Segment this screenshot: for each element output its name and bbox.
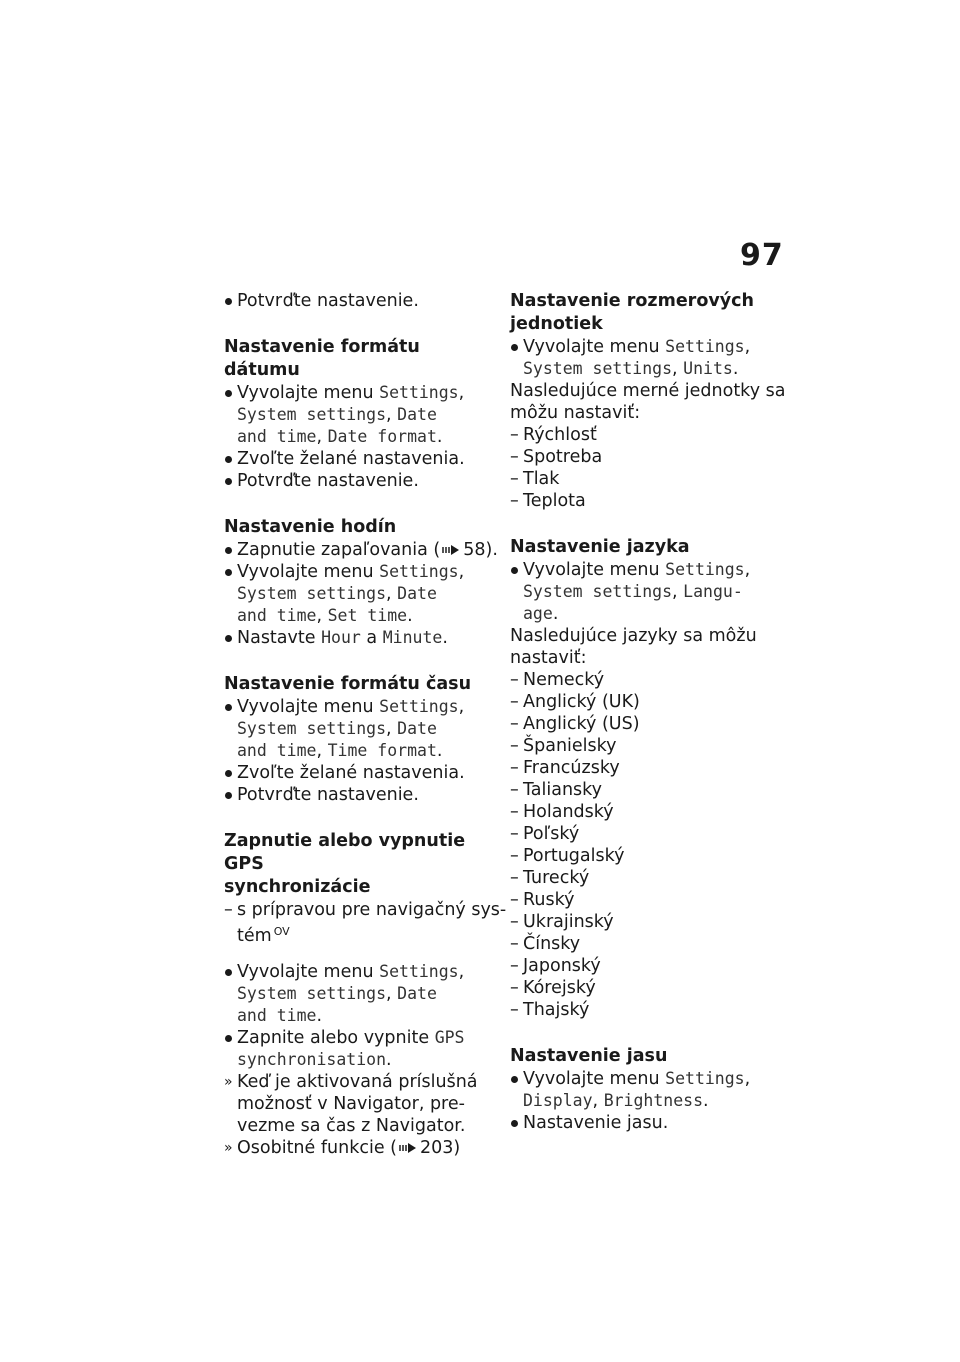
bullet-date-confirm: Potvrďte nastavenie.: [224, 470, 492, 492]
bullet-icon: [225, 1035, 232, 1042]
bullet-gps-menu: Vyvolajte menu Settings, System settings, Date and time.: [224, 961, 492, 1027]
result-gps-time: » Keď je aktivovaná príslušná možnosť v Navigator, pre- vezme sa čas z Navigator.: [224, 1072, 478, 1136]
result-special-functions: » Osobitné funkcie ( 203): [224, 1138, 461, 1158]
dash-icon: –: [510, 846, 519, 866]
bullet-set-hour-minute: Nastavte Hour a Minute.: [224, 627, 492, 649]
languages-list: [510, 669, 778, 1021]
language-item: – Portugalský: [510, 846, 625, 866]
language-item: – Poľský: [510, 824, 580, 844]
dash-icon: –: [510, 934, 519, 954]
dash-icon: –: [510, 692, 519, 712]
bullet-icon: [511, 567, 518, 574]
units-intro: Nasledujúce merné jednotky sa môžu nastaviť:: [510, 381, 786, 423]
dash-icon: –: [510, 824, 519, 844]
dash-icon: –: [510, 714, 519, 734]
bullet-time-menu: Vyvolajte menu Settings, System settings, Date and time, Time format.: [224, 696, 492, 762]
result-chevron-icon: »: [224, 1140, 233, 1156]
dash-icon: –: [510, 447, 519, 467]
language-item: – Španielsky: [510, 736, 617, 756]
bullet-icon: [511, 1076, 518, 1083]
bullet-icon: [225, 792, 232, 799]
left-column: [224, 290, 507, 1159]
dash-icon: –: [510, 802, 519, 822]
bullet-icon: [225, 478, 232, 485]
bullet-confirm: Potvrďte nastavenie.: [224, 290, 492, 312]
language-item: – Thajský: [510, 1000, 590, 1020]
bullet-icon: [511, 344, 518, 351]
units-list: [510, 424, 778, 512]
dash-icon: –: [510, 491, 519, 511]
language-item: – Ukrajinský: [510, 912, 614, 932]
bullet-date-select: Zvoľte želané nastavenia.: [224, 448, 492, 470]
language-item: – Kórejský: [510, 978, 596, 998]
page-reference-arrow-icon: [399, 1142, 417, 1154]
dash-icon: –: [510, 978, 519, 998]
unit-item: – Rýchlosť: [510, 425, 597, 445]
dash-icon: –: [510, 868, 519, 888]
bullet-icon: [511, 1120, 518, 1127]
dash-icon: –: [510, 912, 519, 932]
language-item: – Ruský: [510, 890, 575, 910]
bullet-icon: [225, 456, 232, 463]
dash-icon: –: [224, 900, 233, 920]
right-column: [510, 290, 786, 1134]
dash-icon: –: [510, 469, 519, 489]
bullet-gps-toggle: Zapnite alebo vypnite GPS synchronisation.: [224, 1027, 492, 1071]
bullet-icon: [225, 770, 232, 777]
heading-time-format: Nastavenie formátu času: [224, 674, 472, 694]
heading-brightness: Nastavenie jasu: [510, 1046, 668, 1066]
dash-icon: –: [510, 780, 519, 800]
note-navigation-prep: – s prípravou pre navigačný sys- tém $^{OV}$: [224, 900, 507, 946]
heading-units: Nastavenie rozmerových jednotiek: [510, 291, 754, 334]
dash-icon: –: [510, 758, 519, 778]
language-item: – Turecký: [510, 868, 590, 888]
language-item: – Anglický (US): [510, 714, 640, 734]
bullet-brightness-set: Nastavenie jasu.: [510, 1112, 778, 1134]
bullet-icon: [225, 390, 232, 397]
language-item: – Holandský: [510, 802, 614, 822]
unit-item: – Spotreba: [510, 447, 603, 467]
dash-icon: –: [510, 1000, 519, 1020]
bullet-icon: [225, 635, 232, 642]
language-item: – Nemecký: [510, 670, 605, 690]
bullet-time-select: Zvoľte želané nastavenia.: [224, 762, 492, 784]
bullet-icon: [225, 569, 232, 576]
unit-item: – Tlak: [510, 469, 560, 489]
dash-icon: –: [510, 425, 519, 445]
bullet-clock-menu: Vyvolajte menu Settings, System settings, Date and time, Set time.: [224, 561, 492, 627]
bullet-icon: [225, 547, 232, 554]
dash-icon: –: [510, 890, 519, 910]
languages-intro: Nasledujúce jazyky sa môžu nastaviť:: [510, 626, 757, 668]
page-reference-arrow-icon: [442, 544, 460, 556]
language-item: – Taliansky: [510, 780, 603, 800]
heading-clock: Nastavenie hodín: [224, 517, 397, 537]
language-item: – Anglický (UK): [510, 692, 640, 712]
dash-icon: –: [510, 956, 519, 976]
bullet-icon: [225, 298, 232, 305]
bullet-language-menu: Vyvolajte menu Settings, System settings, Langu- age.: [510, 559, 778, 625]
dash-icon: –: [510, 670, 519, 690]
result-chevron-icon: »: [224, 1074, 233, 1090]
unit-item: – Teplota: [510, 491, 586, 511]
heading-gps-sync: Zapnutie alebo vypnutie GPS synchronizácie: [224, 831, 466, 897]
bullet-brightness-menu: Vyvolajte menu Settings, Display, Brightness.: [510, 1068, 778, 1112]
bullet-ignition: Zapnutie zapaľovania ( 58).: [224, 539, 492, 561]
dash-icon: –: [510, 736, 519, 756]
language-item: – Francúzsky: [510, 758, 620, 778]
page-number: 97: [740, 238, 784, 273]
language-item: – Čínsky: [510, 934, 581, 954]
bullet-date-menu: Vyvolajte menu Settings, System settings, Date and time, Date format.: [224, 382, 492, 448]
bullet-icon: [225, 704, 232, 711]
bullet-units-menu: Vyvolajte menu Settings, System settings, Units.: [510, 336, 778, 380]
bullet-icon: [225, 969, 232, 976]
bullet-time-confirm: Potvrďte nastavenie.: [224, 784, 492, 806]
heading-date-format: Nastavenie formátu dátumu: [224, 337, 420, 380]
heading-language: Nastavenie jazyka: [510, 537, 690, 557]
language-item: – Japonský: [510, 956, 601, 976]
